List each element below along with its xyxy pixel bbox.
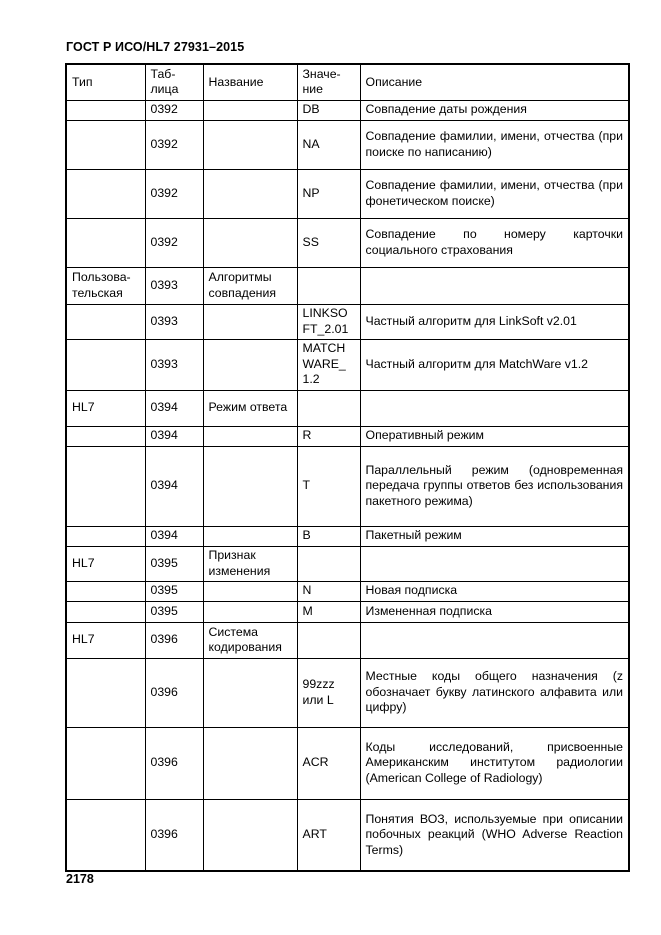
- table-row: [66, 446, 629, 526]
- cell-description: Совпадение даты рождения: [360, 100, 629, 120]
- cell-name: [203, 526, 297, 546]
- cell-name: [203, 169, 297, 218]
- cell-type: [66, 526, 145, 546]
- table-row: [66, 339, 629, 390]
- col-header-description: Описание: [360, 64, 629, 100]
- cell-name: [203, 446, 297, 526]
- cell-type: [66, 339, 145, 390]
- cell-table: 0393: [145, 304, 203, 339]
- table-row: [66, 218, 629, 267]
- cell-table: 0396: [145, 658, 203, 727]
- cell-description: Местные коды общего назначения (z обозначает букву латинского алфавита или цифру): [360, 658, 629, 727]
- cell-value: ART: [297, 799, 360, 871]
- codes-table: [65, 63, 630, 872]
- cell-type: HL7: [66, 622, 145, 658]
- cell-value: [297, 390, 360, 426]
- cell-type: [66, 446, 145, 526]
- cell-type: [66, 100, 145, 120]
- cell-table: 0393: [145, 267, 203, 304]
- cell-value: ACR: [297, 727, 360, 799]
- cell-table: 0392: [145, 100, 203, 120]
- cell-description: Совпадение фамилии, имени, отчества (при поиске по написанию): [360, 120, 629, 169]
- cell-table: 0396: [145, 799, 203, 871]
- cell-description: Пакетный режим: [360, 526, 629, 546]
- cell-description: Новая подписка: [360, 581, 629, 601]
- cell-description: [360, 622, 629, 658]
- cell-table: 0392: [145, 218, 203, 267]
- col-header-name: Название: [203, 64, 297, 100]
- cell-type: Пользова- тельская: [66, 267, 145, 304]
- cell-type: HL7: [66, 546, 145, 581]
- cell-name: [203, 426, 297, 446]
- table-row: [66, 120, 629, 169]
- table-row: [66, 658, 629, 727]
- col-header-type: Тип: [66, 64, 145, 100]
- cell-description: [360, 546, 629, 581]
- cell-type: HL7: [66, 390, 145, 426]
- table-row: [66, 546, 629, 581]
- cell-value: MATCH WARE_ 1.2: [297, 339, 360, 390]
- cell-type: [66, 120, 145, 169]
- cell-name: [203, 601, 297, 622]
- table-row: [66, 727, 629, 799]
- col-header-value: Значе- ние: [297, 64, 360, 100]
- cell-value: NP: [297, 169, 360, 218]
- cell-name: [203, 304, 297, 339]
- cell-description: Параллельный режим (одновременная передача группы ответов без использования пакетного режима): [360, 446, 629, 526]
- cell-table: 0394: [145, 426, 203, 446]
- cell-type: [66, 581, 145, 601]
- table-row: [66, 169, 629, 218]
- table-row: [66, 426, 629, 446]
- cell-name: [203, 120, 297, 169]
- page-number: 2178: [66, 872, 94, 886]
- cell-name: [203, 100, 297, 120]
- cell-value: DB: [297, 100, 360, 120]
- cell-table: 0393: [145, 339, 203, 390]
- cell-description: Коды исследований, присвоенные Американским институтом радиологии (American College of Radiology): [360, 727, 629, 799]
- cell-type: [66, 727, 145, 799]
- cell-type: [66, 426, 145, 446]
- cell-table: 0395: [145, 601, 203, 622]
- cell-table: 0392: [145, 120, 203, 169]
- cell-name: [203, 218, 297, 267]
- cell-description: Частный алгоритм для LinkSoft v2.01: [360, 304, 629, 339]
- col-header-table: Таб- лица: [145, 64, 203, 100]
- cell-value: [297, 622, 360, 658]
- cell-value: [297, 267, 360, 304]
- cell-table: 0395: [145, 581, 203, 601]
- cell-table: 0394: [145, 390, 203, 426]
- table-row: [66, 526, 629, 546]
- cell-description: Совпадение фамилии, имени, отчества (при фонетическом поиске): [360, 169, 629, 218]
- cell-table: 0392: [145, 169, 203, 218]
- table-row: [66, 304, 629, 339]
- table-header-row: [66, 64, 629, 100]
- table-row: [66, 601, 629, 622]
- cell-type: [66, 799, 145, 871]
- cell-description: Измененная подписка: [360, 601, 629, 622]
- table-row: [66, 267, 629, 304]
- cell-description: Понятия ВОЗ, используемые при описании побочных реакций (WHO Adverse Reaction Terms): [360, 799, 629, 871]
- cell-value: SS: [297, 218, 360, 267]
- table-row: [66, 390, 629, 426]
- cell-table: 0394: [145, 446, 203, 526]
- table-body: [66, 100, 629, 871]
- cell-name: Система кодирования: [203, 622, 297, 658]
- cell-type: [66, 601, 145, 622]
- cell-value: [297, 546, 360, 581]
- cell-table: 0395: [145, 546, 203, 581]
- cell-table: 0396: [145, 727, 203, 799]
- cell-value: N: [297, 581, 360, 601]
- cell-name: [203, 658, 297, 727]
- cell-description: Оперативный режим: [360, 426, 629, 446]
- cell-value: R: [297, 426, 360, 446]
- cell-name: [203, 581, 297, 601]
- cell-type: [66, 658, 145, 727]
- cell-value: T: [297, 446, 360, 526]
- cell-table: 0394: [145, 526, 203, 546]
- cell-name: [203, 799, 297, 871]
- cell-value: NA: [297, 120, 360, 169]
- cell-value: B: [297, 526, 360, 546]
- cell-type: [66, 218, 145, 267]
- cell-description: [360, 267, 629, 304]
- cell-type: [66, 304, 145, 339]
- cell-name: [203, 339, 297, 390]
- cell-description: Совпадение по номеру карточки социального страхования: [360, 218, 629, 267]
- cell-value: 99zzz или L: [297, 658, 360, 727]
- cell-type: [66, 169, 145, 218]
- cell-value: LINKSO FT_2.01: [297, 304, 360, 339]
- cell-name: Признак изменения: [203, 546, 297, 581]
- cell-name: [203, 727, 297, 799]
- table-row: [66, 799, 629, 871]
- cell-table: 0396: [145, 622, 203, 658]
- table-row: [66, 622, 629, 658]
- table-row: [66, 581, 629, 601]
- table-row: [66, 100, 629, 120]
- cell-description: [360, 390, 629, 426]
- cell-name: Алгоритмы совпадения: [203, 267, 297, 304]
- page-header: ГОСТ Р ИСО/HL7 27931–2015: [66, 40, 245, 54]
- cell-name: Режим ответа: [203, 390, 297, 426]
- cell-value: M: [297, 601, 360, 622]
- cell-description: Частный алгоритм для MatchWare v1.2: [360, 339, 629, 390]
